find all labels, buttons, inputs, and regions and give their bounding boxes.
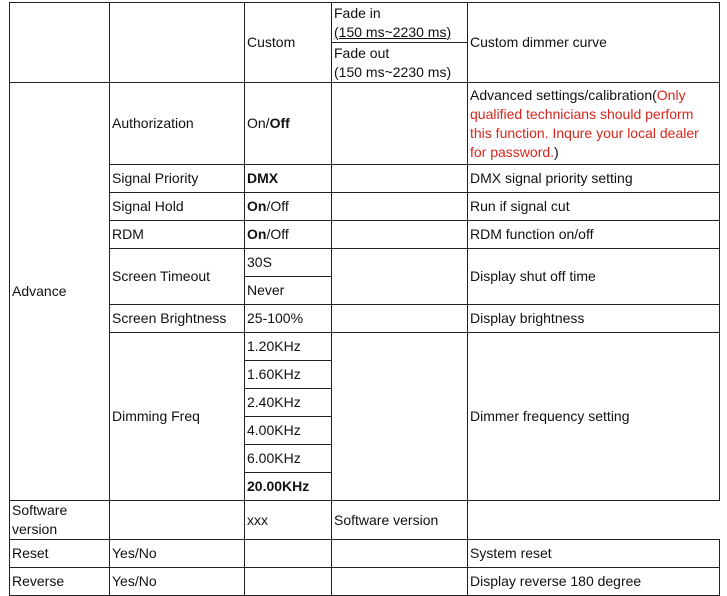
label-authorization: Authorization	[110, 83, 245, 165]
value-on: On	[247, 226, 267, 242]
desc-suffix: )	[554, 143, 559, 160]
value-off: /Off	[266, 226, 289, 242]
value-on: On	[247, 198, 267, 214]
label-screen-timeout: Screen Timeout	[110, 249, 245, 305]
value-dimming-freq: 4.00KHz	[245, 417, 332, 445]
value-screen-brightness: 25-100%	[245, 305, 332, 333]
label-dimming-freq: Dimming Freq	[110, 333, 245, 501]
fade-out-cell	[332, 43, 468, 83]
value-dimming-freq-default: 20.00KHz	[245, 473, 332, 501]
desc-screen-timeout: Display shut off time	[468, 249, 720, 305]
desc-software-version: Software version	[332, 501, 468, 540]
fade-out-label: Fade out	[334, 44, 390, 61]
desc-dimming-freq: Dimmer frequency setting	[468, 333, 720, 501]
value-reset: Yes/No	[110, 540, 245, 568]
value-reverse: Yes/No	[110, 568, 245, 596]
value-dimming-freq: 1.60KHz	[245, 361, 332, 389]
table-row-screen-brightness	[10, 305, 720, 333]
table-row-authorization	[10, 83, 720, 165]
option-custom: Custom	[245, 3, 332, 83]
value-signal-hold	[245, 193, 332, 221]
value-screen-timeout-30s: 30S	[245, 249, 332, 277]
desc-custom: Custom dimmer curve	[468, 3, 720, 83]
table-row-reset	[10, 540, 720, 568]
extra-empty	[332, 568, 468, 596]
fade-in-cell	[332, 3, 468, 43]
value-dimming-freq: 6.00KHz	[245, 445, 332, 473]
table-row-custom-a	[10, 3, 720, 43]
desc-reset: System reset	[468, 540, 720, 568]
extra-empty	[332, 221, 468, 249]
extra-empty	[332, 83, 468, 165]
value-dimming-freq: 1.20KHz	[245, 333, 332, 361]
extra-empty	[332, 333, 468, 501]
desc-signal-priority: DMX signal priority setting	[468, 165, 720, 193]
label-rdm: RDM	[110, 221, 245, 249]
menu-advance: Advance	[10, 83, 110, 501]
submenu-cell-empty	[110, 3, 245, 83]
extra-empty	[332, 305, 468, 333]
desc-rdm: RDM function on/off	[468, 221, 720, 249]
menu-reset: Reset	[10, 540, 110, 568]
table-row-screen-timeout-a	[10, 249, 720, 277]
value-off: /Off	[266, 198, 289, 214]
fade-in-label: Fade in	[334, 4, 381, 21]
table-row-signal-hold	[10, 193, 720, 221]
value-off: Off	[269, 115, 290, 131]
extra-empty	[332, 540, 468, 568]
label-software-version: Software version	[10, 501, 110, 540]
value-software-version: xxx	[245, 501, 332, 540]
table-row-rdm	[10, 221, 720, 249]
extra-empty	[332, 249, 468, 305]
value-rdm	[245, 221, 332, 249]
value-on: On/	[247, 115, 270, 131]
extra-empty	[332, 165, 468, 193]
value-authorization	[245, 83, 332, 165]
fade-in-range: (150 ms~2230 ms)	[334, 23, 452, 40]
table-row-reverse	[10, 568, 720, 596]
value-screen-timeout-never: Never	[245, 277, 332, 305]
desc-signal-hold: Run if signal cut	[468, 193, 720, 221]
table-row-signal-priority	[10, 165, 720, 193]
value-empty	[245, 568, 332, 596]
desc-reverse: Display reverse 180 degree	[468, 568, 720, 596]
value-empty	[245, 540, 332, 568]
desc-screen-brightness: Display brightness	[468, 305, 720, 333]
value-signal-priority: DMX	[245, 165, 332, 193]
table-row-dimming-freq-1	[10, 333, 720, 361]
label-screen-brightness: Screen Brightness	[110, 305, 245, 333]
value-empty	[110, 501, 245, 540]
label-signal-priority: Signal Priority	[110, 165, 245, 193]
extra-empty	[332, 193, 468, 221]
desc-authorization	[468, 83, 720, 165]
desc-prefix: Advanced settings/calibration(	[470, 86, 657, 103]
table-row-software-version	[10, 501, 720, 540]
menu-reverse: Reverse	[10, 568, 110, 596]
fade-out-range: (150 ms~2230 ms)	[334, 63, 452, 80]
settings-table	[9, 2, 720, 596]
desc-warning: Only qualified technicians should perform this function. Inqure your local dealer for password.	[470, 86, 699, 160]
value-dimming-freq: 2.40KHz	[245, 389, 332, 417]
menu-cell-empty	[10, 3, 110, 83]
label-signal-hold: Signal Hold	[110, 193, 245, 221]
